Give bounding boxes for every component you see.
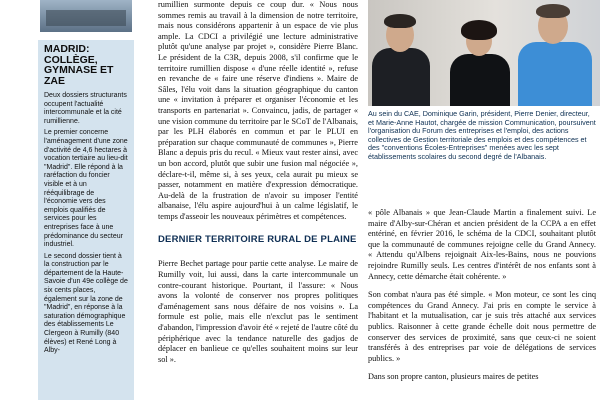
sidebar-paragraph-3: Le second dossier tient à la construction par le département de la Haute-Savoie d'un 49e collège de six cents places, également sur la zone de "Madrid", en réponse à la saturation démographique des établissements Le Clergeon à Rumilly (840 élèves) et René Long à Alby- — [44, 252, 128, 355]
group-photo — [368, 0, 600, 106]
right-paragraph-1: « pôle Albanais » que Jean-Claude Martin a finalement suivi. Le maire d'Alby-sur-Chéran et ancien président de la CCPA a en effet entériné, en février 2016, le schéma de la CDCI, souhaitant plutôt que la communauté de communes rejoigne celle du Grand Annecy. « Attendu qu'Albens rejoignait Aix-les-Bains, nous ne pouvions rejoindre Rumilly seuls. Les centres d'intérêt de nos enfants sont à Annecy, cette démarche était cohérente. » — [368, 208, 596, 281]
right-column — [368, 0, 600, 400]
photo-caption: Au sein du CAE, Dominique Garin, président, Pierre Denier, directeur, et Marie-Anne Hautot, chargée de mission Communication, poursuivent l'organisation du Forum des entreprises et l'emploi, des actions collectives de Gestion territoriale des emplois et des compétences et des "conventions Écoles-Entreprises" menées avec les sept établissements scolaires du second degré de l'Albanais. — [368, 109, 596, 161]
right-text — [368, 208, 596, 383]
sidebar-paragraph-1: Deux dossiers structurants occupent l'actualité intercommunale et la cité rumillienne. — [44, 92, 127, 125]
sidebar-photo — [40, 0, 132, 32]
sidebar-paragraph-2: Le premier concerne l'aménagement d'une zone d'activité de 4,6 hectares à vocation tertiaire au lieu-dit "Madrid". Elle répond à la raréfaction du foncier visible et à un rééquilibrage de l'économie vers des emplois qualifiés de services pour les entreprises face à une prédominance du secteur industriel. — [44, 129, 128, 249]
middle-column — [158, 0, 358, 400]
sidebar-content — [38, 40, 134, 400]
right-paragraph-3: Dans son propre canton, plusieurs maires de petites — [368, 372, 539, 382]
middle-paragraph-2: Pierre Bechet partage pour partie cette analyse. Le maire de Rumilly voit, lui aussi, dans la carte intercommunale un contre-courant historique. Pourtant, il l'assure: « Nous avons la volonté de conserver nos propres politiques d'aménagement sans nous défaire de nos voisins ». La formule est polie, mais elle n'exclut pas le sentiment d'abandon, l'impression d'avoir été « rejeté de l'autre côté du périphérique avec la tendance naturelle des gadjos de déplacer en banlieue ce qu'elles souhaitent moins sur leur sol ». — [158, 259, 358, 364]
right-paragraph-2: Son combat n'aura pas été simple. « Mon moteur, ce sont les cinq compétences du Grand Annecy. J'ai pris en compte le service à l'habitant et la mutualisation, car je suis très attaché aux services publics. Raisonner à cette grande échelle doit nous permettre de conserver des services de proximité, sans que ceux-ci ne soient transférés à des entreprises par voie de délégations de services publics. » — [368, 290, 596, 363]
middle-paragraph-1: rumillien surmonte depuis ce coup dur. « Nous nous sommes remis au travail à la dimension de notre territoire, mais nous considérons appartenir à un espace de vie plus ample. La CDCI a privilégié une lecture administrative plutôt qu'une analyse par projet », considère Pierre Blanc. Le président de la C3R, depuis 2008, s'il confirme que le territoire rumillien dispose « d'une réelle identité », refuse en revanche de « faire une réserve d'indiens ». Maire de Sâles, l'élu voit dans la situation géographique du canton une « invitation à préparer et organiser l'économie et les transports en partenariat ». Convaincu, jadis, de partager « une vision commune du territoire par le SCoT de l'Albanais, par les PLH élaborés en commun et par le PLUI en préparation sur chaque communauté de communes », Pierre Blanc a depuis pris du recul. « Mieux vaut rester ainsi, avec un bon accord, plutôt que subir une fusion mal négociée », déclare-t-il, même si, à ses yeux, cela aurait pu mieux se passer, notamment en matière d'expression démocratique. Au-delà de la frustration de n'avoir su imposer l'entité albanaise, l'élu aspire aujourd'hui à un calme législatif, le temps d'asseoir les nouveaux périmètres et compétences. — [158, 0, 358, 221]
sidebar-box — [0, 0, 148, 400]
sidebar-title: MADRID: COLLÈGE, GYMNASE ET ZAE — [44, 43, 114, 87]
section-heading: DERNIER TERRITOIRE RURAL DE PLAINE — [158, 234, 357, 246]
